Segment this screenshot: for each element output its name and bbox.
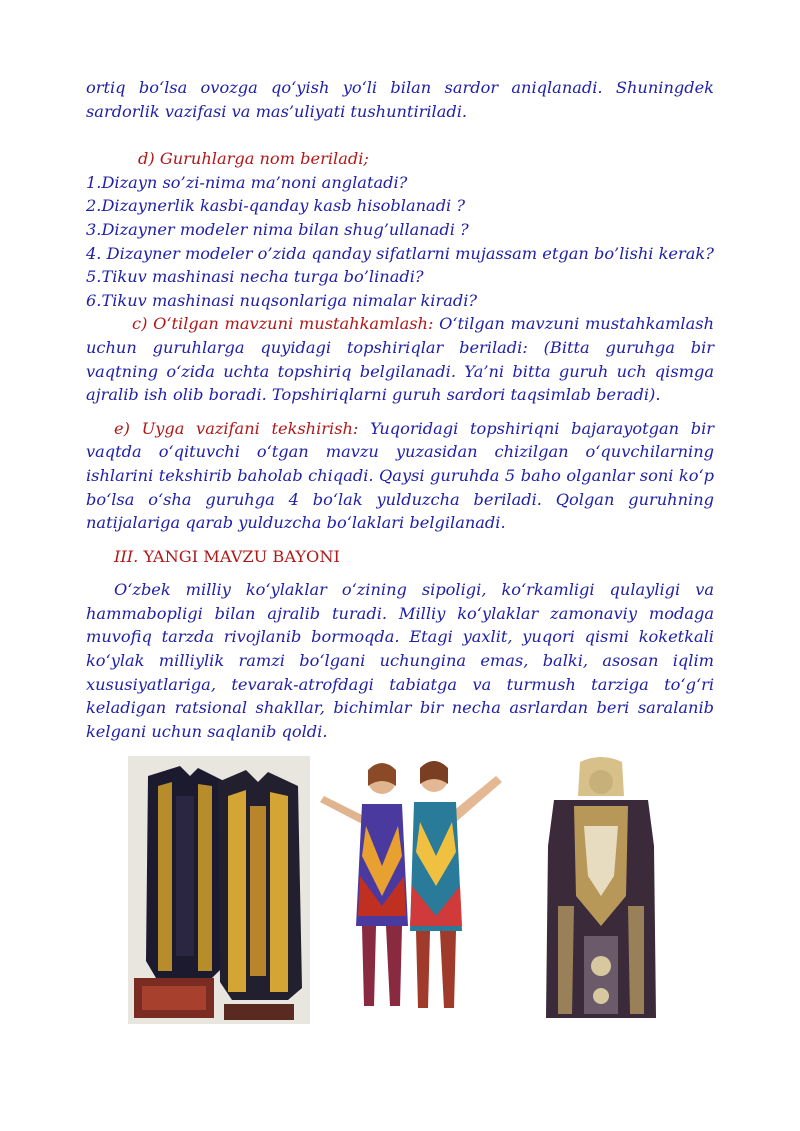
section-e-label: e) Uyga vazifani tekshirish: — [114, 418, 359, 438]
question-item: 2.Dizaynerlik kasbi-qanday kasb hisoblanadi ? — [86, 196, 466, 216]
question-item: 1.Dizayn so’zi-nima ma’noni anglatadi? — [86, 172, 408, 192]
question-item: 3.Dizayner modeler nima bilan shug’ullanadi ? — [86, 219, 469, 239]
document-page — [86, 76, 714, 743]
spacer — [86, 535, 714, 545]
question-item: 5.Tikuv mashinasi necha turga bo’linadi? — [86, 267, 424, 287]
gold-embroidered-dress-photo — [514, 756, 688, 1024]
section-e-text: Yuqoridagi topshiriqni bajarayotgan bir vaqtda o‘qituvchi o‘tgan mavzu yuzasidan chizilgan o‘quvchilarning ishlarini tekshirib baholab chiqadi. Qaysi guruhda 5 baho olganlar soni ko‘p bo‘lsa o‘sha guruhga 4 bo‘lak yulduzcha beriladi. Qolgan guruhning natijalariga qarab yulduzcha bo‘laklari belgilanadi. — [86, 418, 714, 533]
spacer — [86, 407, 714, 417]
section-c-label: c) O‘tilgan mavzuni mustahkamlash: — [132, 314, 434, 334]
spacer — [86, 123, 714, 147]
section-iii-title: YANGI MAVZU BAYONI — [138, 546, 340, 566]
section-c-paragraph — [86, 312, 714, 406]
section-iii-numeral: III. — [114, 546, 139, 566]
question-list — [86, 171, 714, 313]
question-item: 6.Tikuv mashinasi nuqsonlariga nimalar kiradi? — [86, 290, 478, 310]
section-iii-paragraph: O‘zbek milliy ko‘ylaklar o‘zining sipoligi, ko‘rkamligi qulayligi va hammabopligi bilan ajralib turadi. Milliy ko‘ylaklar zamonaviy modaga muvofiq tarzda rivojlanib bormoqda. Etagi yaxlit, yuqori qismi koketkali ko‘ylak milliylik ramzi bo‘lgani uchungina emas, balki, asosan iqlim xususiyatlariga, tevarak-atrofdagi tabiatga va turmush tarziga to‘g‘ri keladigan ratsional shakllar, bichimlar bir necha asrlardan beri saralanib kelgani uchun saqlanib qoldi. — [86, 580, 714, 741]
section-iii-heading — [86, 545, 714, 569]
question-item: 4. Dizayner modeler o’zida qanday sifatlarni mujassam etgan bo’lishi kerak? — [86, 243, 714, 263]
section-e-paragraph — [86, 417, 714, 535]
section-c-text: O‘tilgan mavzuni mustahkamlash uchun guruhlarga quyidagi topshiriqlar beriladi: (Bitta guruhga bir vaqtning o‘zida uchta topshiriq belgilanadi. Ya’ni bitta guruh uch qismga ajralib ish olib boradi. Topshiriqlarni guruh sardori taqsimlab beradi). — [86, 314, 714, 405]
spacer — [86, 568, 714, 578]
embroidered-robes-photo — [128, 756, 310, 1024]
women-in-ikat-dresses-photo — [316, 756, 506, 1024]
section-d-heading: d) Guruhlarga nom beriladi; — [138, 149, 369, 169]
paragraph-top: ortiq bo‘lsa ovozga qo‘yish yo‘li bilan sardor aniqlanadi. Shuningdek sardorlik vazifasi va mas’uliyati tushuntiriladi. — [86, 78, 714, 121]
image-strip — [128, 756, 688, 1024]
